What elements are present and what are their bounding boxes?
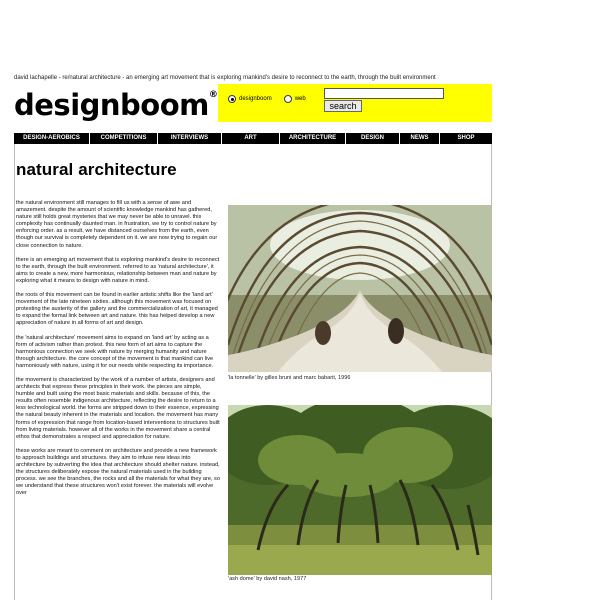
- nav-item-shop[interactable]: SHOP: [457, 135, 475, 141]
- main-nav: [14, 133, 492, 144]
- nav-item-news[interactable]: NEWS: [400, 133, 440, 144]
- photo-la-tonnelle: [228, 205, 492, 372]
- page-title: natural architecture: [16, 160, 177, 179]
- radio-designboom[interactable]: [228, 95, 236, 103]
- photo-caption: 'ash dome' by david nash, 1977: [228, 576, 307, 582]
- logo-text: designboom: [14, 88, 209, 122]
- photo-caption: 'la tonnelle' by gilles bruni and marc babarit, 1996: [228, 375, 351, 381]
- nav-item-interviews[interactable]: INTERVIEWS: [158, 133, 222, 144]
- article-paragraph: the movement is characterized by the work of a number of artists, designers and architects that express these principles in their work. the pieces are simple, humble and built using the most basic materials and skills. because of this, the results often resemble indigenous architecture, reflecting the desire to return to a less technological world. the forms are stripped down to their essence, expressing the natural beauty inherent in the materials and location. the movement has many forms of expression that range from location-based interventions to structures built from living materials. however all of the works in the movement share a central ethos that demonstrates a respect and appreciation for nature.: [16, 376, 220, 440]
- search-input[interactable]: [324, 88, 444, 99]
- registered-mark: ®: [208, 90, 218, 100]
- tagline: david lachapelle - re/natural architecture - an emerging art movement that is exploring mankind's desire to reconnect to the earth, through the built environment: [14, 75, 436, 81]
- nav-item-design-aerobics[interactable]: DESIGN-AEROBICS: [14, 133, 90, 144]
- article-paragraph: there is an emerging art movement that is exploring mankind's desire to reconnect to the earth, through the built environment. referred to as 'natural architecture', it aims to create a new, more harmonious, relationship between man and nature by exploring what it means to design with nature in mind.: [16, 256, 220, 284]
- nav-item-design[interactable]: DESIGN: [346, 133, 400, 144]
- photo-ash-dome: [228, 405, 492, 575]
- logo-area[interactable]: [14, 84, 218, 122]
- designboom-logo[interactable]: [14, 88, 217, 122]
- radio-designboom-label: designboom: [239, 96, 272, 102]
- willow-tunnel-image: [228, 205, 492, 372]
- nav-item-architecture[interactable]: ARCHITECTURE: [280, 133, 346, 144]
- nav-item-art[interactable]: ART: [222, 133, 280, 144]
- article-paragraph: the 'natural architecture' movement aims to expand on 'land art' by acting as a form of activism rather than protest. this new form of art aims to capture the harmonious connection we seek with nature by merging humanity and nature through architecture. the core concept of the movement is that mankind can live harmoniously with nature, using it for our needs while respecting its importance.: [16, 334, 214, 369]
- search-scope: [228, 95, 318, 103]
- radio-web-label: web: [294, 96, 306, 102]
- radio-web[interactable]: [284, 95, 292, 103]
- search-panel: [218, 84, 492, 122]
- article-paragraph: the roots of this movement can be found in earlier artistic shifts like the 'land art' movement of the late nineteen sixties. although this movement was focused on protesting the austerity of the gallery and the commercialization of art, it managed to expand the formal link between art and nature. this has helped develop a new appreciation of nature in all forms of art and design.: [16, 292, 218, 327]
- article-paragraph: these works are meant to comment on architecture and provide a new framework to approach buildings and structures. they aim to infuse new ideas into architecture by subverting the idea that architecture should shelter nature. instead, the structures deliberately expose the natural materials used in the building process. we see the branches, the rocks and all the materials for what they are, so we understand that these structures won't exist forever. the materials will evolve over: [16, 447, 220, 497]
- site-header: [14, 84, 492, 122]
- ash-dome-image: [228, 405, 492, 575]
- search-button[interactable]: search: [324, 100, 362, 112]
- article-body: [16, 200, 220, 504]
- nav-item-competitions[interactable]: COMPETITIONS: [90, 133, 158, 144]
- article-paragraph: the natural environment still manages to fill us with a sense of awe and amazement. despite the amount of scientific knowledge mankind has gathered, nature still holds great mysteries that we may never be able to unravel. this complexity has continually daunted man. in frustration, we try to control nature by enforcing order. as a result, we have distanced ourselves from the earth, even though our survival is completely dependent on it. we are now trying to regain our close connection to nature.: [16, 200, 218, 249]
